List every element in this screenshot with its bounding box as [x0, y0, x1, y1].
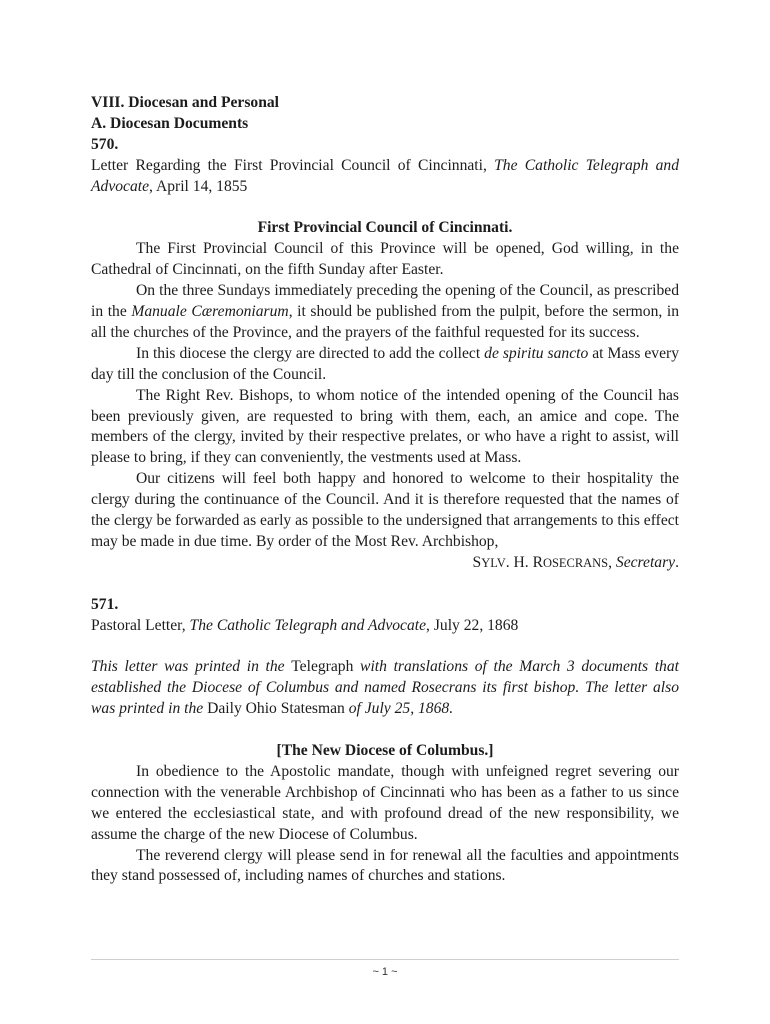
paragraph: In this diocese the clergy are directed to add the collect de spiritu sancto at Mass every day till the conclusion of the Council. — [91, 344, 679, 383]
paragraph: On the three Sundays immediately preceding the opening of the Council, as prescribed in the Manuale Cæremoniarum, it should be published from the pulpit, before the sermon, in all the churches of the Province, and the prayers of the faithful requested for its success. — [91, 282, 679, 341]
editorial-note: This letter was printed in the Telegraph with translations of the March 3 documents that established the Diocese of Columbus and named Rosecrans its first bishop. The letter also was printed in the Daily Ohio Statesman of July 25, 1868. — [91, 658, 679, 718]
document-source-570: Letter Regarding the First Provincial Council of Cincinnati, The Catholic Telegraph and Advocate, April 14, 1855 — [91, 156, 679, 195]
paragraph: The reverend clergy will please send in for renewal all the faculties and appointments they stand possessed of, including names of churches and stations. — [91, 846, 679, 885]
paragraph: The First Provincial Council of this Province will be opened, God willing, in the Cathedral of Cincinnati, on the fifth Sunday after Easter. — [91, 240, 679, 279]
footer-divider — [91, 959, 679, 960]
document-number-571: 571. — [91, 595, 119, 613]
publication-title: The Catholic Telegraph and Advocate — [91, 156, 679, 195]
paragraph: Our citizens will feel both happy and honored to welcome to their hospitality the clergy during the continuance of the Council. And it is therefore requested that the names of the clergy be forwarded as early as possible to the undersigned that arrangements to this effect may be made in due time. By order of the Most Rev. Archbishop, — [91, 470, 679, 551]
document-number-570: 570. — [91, 135, 119, 153]
page-body — [91, 93, 679, 887]
document-title-570: First Provincial Council of Cincinnati. — [257, 219, 513, 237]
document-title-571: [The New Diocese of Columbus.] — [276, 742, 494, 760]
signature: SYLV. H. ROSECRANS, Secretary. — [472, 553, 679, 571]
section-subheading: A. Diocesan Documents — [91, 114, 249, 132]
document-source-571: Pastoral Letter, The Catholic Telegraph and Advocate, July 22, 1868 — [91, 616, 519, 634]
section-heading: VIII. Diocesan and Personal — [91, 94, 280, 111]
publication-title: The Catholic Telegraph and Advocate — [189, 616, 427, 634]
paragraph: In obedience to the Apostolic mandate, though with unfeigned regret severing our connection with the venerable Archbishop of Cincinnati who has been as a father to us since we entered the ecclesiastical state, and with profound dread of the new responsibility, we assume the charge of the new Diocese of Columbus. — [91, 762, 679, 843]
paragraph: The Right Rev. Bishops, to whom notice of the intended opening of the Council has been previously given, are requested to bring with them, each, an amice and cope. The members of the clergy, invited by their respective prelates, or who have a right to assist, will please to bring, if they can conveniently, the vestments used at Mass. — [91, 386, 679, 467]
page-number: ~ 1 ~ — [372, 966, 398, 978]
